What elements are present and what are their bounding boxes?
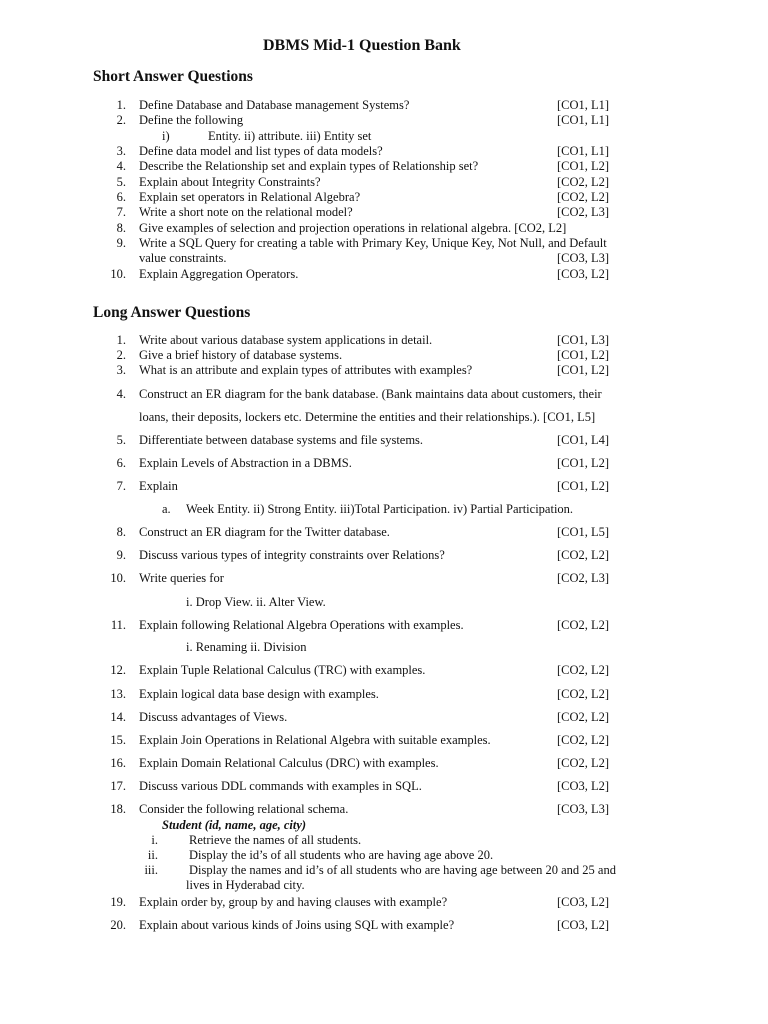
- question-number: 4.: [116, 387, 126, 401]
- question-tag: [CO2, L2]: [557, 663, 610, 677]
- question-tag: [CO1, L4]: [557, 433, 610, 447]
- question-number: 11.: [110, 618, 126, 632]
- question-number: 8.: [116, 221, 126, 235]
- subitem-text: Display the id’s of all students who are having age above 20.: [189, 848, 494, 862]
- question-text: Write a SQL Query for creating a table with Primary Key, Unique Key, Not Null, and Default: [139, 236, 607, 250]
- question-tag: [CO2, L2]: [557, 687, 610, 701]
- question-text: Give examples of selection and projection operations in relational algebra. [CO2, L2]: [139, 221, 567, 235]
- question-tag: [CO3, L2]: [557, 267, 610, 281]
- question-text: Construct an ER diagram for the bank database. (Bank maintains data about customers, their: [139, 387, 602, 401]
- question-tag: [CO2, L2]: [557, 710, 610, 724]
- question-text: Explain about Integrity Constraints?: [139, 175, 321, 189]
- question-text: Discuss advantages of Views.: [139, 710, 288, 724]
- question-number: 6.: [116, 456, 126, 470]
- question-tag: [CO1, L5]: [557, 525, 610, 539]
- question-number: 8.: [116, 525, 126, 539]
- question-text: Explain Join Operations in Relational Algebra with suitable examples.: [139, 733, 491, 747]
- page-title: DBMS Mid-1 Question Bank: [263, 37, 461, 54]
- question-text: Give a brief history of database systems.: [139, 348, 343, 362]
- question-text: Explain order by, group by and having clauses with example?: [139, 895, 448, 909]
- question-number: 5.: [116, 175, 126, 189]
- subitem-text: Retrieve the names of all students.: [189, 833, 362, 847]
- question-text: Construct an ER diagram for the Twitter database.: [139, 525, 390, 539]
- question-tag: [CO2, L2]: [557, 175, 610, 189]
- question-number: 3.: [116, 363, 126, 377]
- question-text: Explain Domain Relational Calculus (DRC) with examples.: [139, 756, 439, 770]
- question-tag: [CO2, L2]: [557, 548, 610, 562]
- question-text: Explain: [139, 479, 178, 493]
- question-tag: [CO3, L2]: [557, 779, 610, 793]
- question-number: 17.: [110, 779, 126, 793]
- question-number: 10.: [110, 571, 126, 585]
- question-text: What is an attribute and explain types of attributes with examples?: [139, 363, 473, 377]
- question-text: Explain Levels of Abstraction in a DBMS.: [139, 456, 352, 470]
- question-text: Explain following Relational Algebra Operations with examples.: [139, 618, 464, 632]
- question-tag: [CO1, L2]: [557, 348, 610, 362]
- question-tag: [CO1, L2]: [557, 456, 610, 470]
- question-text: Explain logical data base design with examples.: [139, 687, 379, 701]
- subitem-text: i. Renaming ii. Division: [186, 640, 307, 654]
- question-text: Write queries for: [139, 571, 224, 585]
- question-text: Consider the following relational schema.: [139, 802, 349, 816]
- question-number: 13.: [110, 687, 126, 701]
- question-tag: [CO1, L2]: [557, 479, 610, 493]
- question-tag: [CO2, L2]: [557, 733, 610, 747]
- question-number: 2.: [116, 113, 126, 127]
- question-tag: [CO2, L3]: [557, 571, 610, 585]
- question-number: 5.: [116, 433, 126, 447]
- question-number: 20.: [110, 918, 126, 932]
- long-heading: Long Answer Questions: [93, 304, 251, 321]
- subitem-text: i. Drop View. ii. Alter View.: [186, 595, 326, 609]
- question-text: Explain Tuple Relational Calculus (TRC) with examples.: [139, 663, 426, 677]
- question-tag: [CO1, L3]: [557, 333, 610, 347]
- question-text: Define data model and list types of data models?: [139, 144, 383, 158]
- question-number: 3.: [116, 144, 126, 158]
- question-text: Discuss various types of integrity constraints over Relations?: [139, 548, 445, 562]
- subitem-number: a.: [162, 502, 171, 516]
- question-tag: [CO3, L2]: [557, 895, 610, 909]
- question-tag: [CO3, L3]: [557, 802, 610, 816]
- short-heading: Short Answer Questions: [93, 68, 253, 85]
- question-number: 7.: [116, 205, 126, 219]
- question-tag: [CO1, L2]: [557, 159, 610, 173]
- question-number: 1.: [116, 98, 126, 112]
- question-number: 9.: [116, 548, 126, 562]
- question-tag: [CO1, L1]: [557, 98, 610, 112]
- question-text: Describe the Relationship set and explain types of Relationship set?: [139, 159, 479, 173]
- subitem-text-continued: lives in Hyderabad city.: [186, 878, 305, 892]
- question-number: 2.: [116, 348, 126, 362]
- question-text: Differentiate between database systems and file systems.: [139, 433, 424, 447]
- question-number: 7.: [116, 479, 126, 493]
- subitem-text: Week Entity. ii) Strong Entity. iii)Total Participation. iv) Partial Participation.: [186, 502, 574, 516]
- question-text: Write a short note on the relational model?: [139, 205, 353, 219]
- question-number: 19.: [110, 895, 126, 909]
- subitem-text: Entity. ii) attribute. iii) Entity set: [208, 129, 372, 143]
- question-number: 4.: [116, 159, 126, 173]
- question-tag: [CO2, L2]: [557, 190, 610, 204]
- question-tag: [CO2, L3]: [557, 205, 610, 219]
- subitem-number: ii.: [147, 848, 158, 862]
- question-text-continued: loans, their deposits, lockers etc. Determine the entities and their relationships.). [CO1, L5]: [139, 410, 596, 424]
- question-text: Write about various database system applications in detail.: [139, 333, 433, 347]
- subitem-number: i.: [151, 833, 158, 847]
- question-number: 14.: [110, 710, 126, 724]
- question-number: 16.: [110, 756, 126, 770]
- question-number: 18.: [110, 802, 126, 816]
- question-number: 1.: [116, 333, 126, 347]
- question-tag: [CO2, L2]: [557, 618, 610, 632]
- question-text-continued: value constraints.: [139, 251, 227, 265]
- question-text: Explain Aggregation Operators.: [139, 267, 299, 281]
- question-text: Define Database and Database management Systems?: [139, 98, 410, 112]
- subitem-number: i): [162, 129, 170, 143]
- question-text: Explain set operators in Relational Algebra?: [139, 190, 361, 204]
- question-number: 12.: [110, 663, 126, 677]
- question-text: Define the following: [139, 113, 244, 127]
- question-number: 6.: [116, 190, 126, 204]
- relational-schema: Student (id, name, age, city): [162, 818, 307, 832]
- subitem-text: Display the names and id’s of all students who are having age between 20 and 25 and: [189, 863, 616, 877]
- question-number: 9.: [116, 236, 126, 250]
- question-number: 15.: [110, 733, 126, 747]
- question-tag: [CO3, L2]: [557, 918, 610, 932]
- question-number: 10.: [110, 267, 126, 281]
- question-tag: [CO1, L1]: [557, 144, 610, 158]
- subitem-number: iii.: [144, 863, 158, 877]
- question-text: Discuss various DDL commands with examples in SQL.: [139, 779, 422, 793]
- question-tag: [CO1, L2]: [557, 363, 610, 377]
- question-tag: [CO2, L2]: [557, 756, 610, 770]
- question-tag: [CO1, L1]: [557, 113, 610, 127]
- question-text: Explain about various kinds of Joins using SQL with example?: [139, 918, 455, 932]
- question-tag: [CO3, L3]: [557, 251, 610, 265]
